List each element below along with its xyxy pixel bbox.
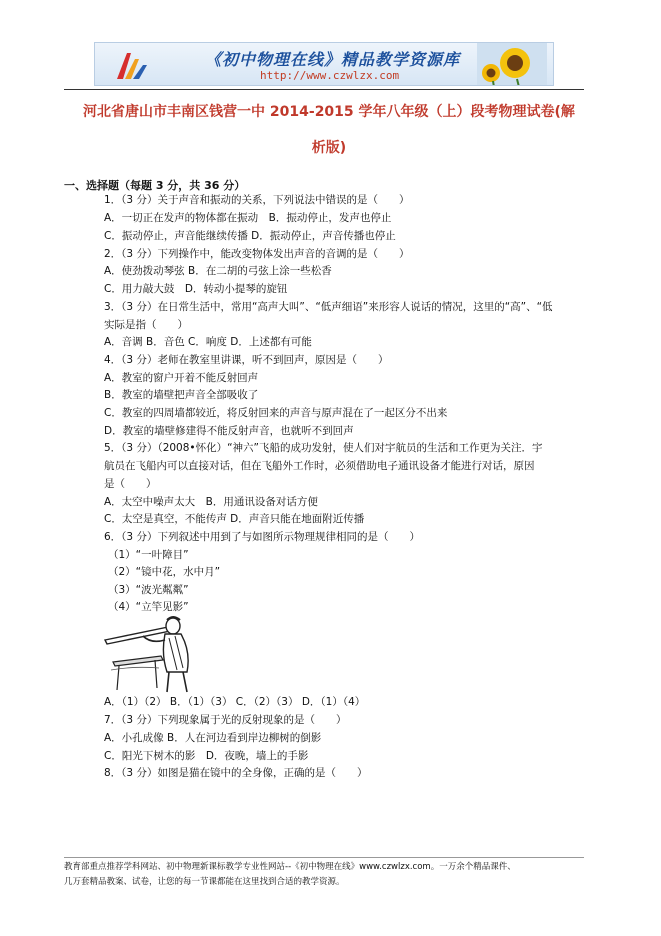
footer-rule	[64, 857, 584, 858]
question-line: 7．（3 分）下列现象属于光的反射现象的是（ ）	[104, 714, 347, 726]
page-footer	[64, 860, 604, 890]
question-line: A．音调 B．音色 C．响度 D．上述都有可能	[104, 336, 312, 348]
question-line: A．小孔成像 B．人在河边看到岸边柳树的倒影	[104, 732, 322, 744]
question-line: 5．（3 分）（2008•怀化）“神六”飞船的成功发射，使人们对宇航员的生活和工作更为关注．宇	[104, 442, 543, 454]
banner-url[interactable]: http://www.czwlzx.com	[260, 69, 400, 82]
footer-line-2: 几万套精品教案、试卷，让您的每一节课都能在这里找到合适的教学资源。	[64, 877, 345, 887]
figure-man-sighting-plank	[103, 610, 199, 694]
site-logo-icon	[113, 47, 149, 83]
question-line: 实际是指（ ）	[104, 319, 188, 331]
question-line: C．阳光下树木的影 D．夜晚，墙上的手影	[104, 750, 309, 762]
question-line: 8．（3 分）如图是猫在镜中的全身像，正确的是（ ）	[104, 767, 368, 779]
question-line: A．一切正在发声的物体都在振动 B．振动停止，发声也停止	[104, 212, 392, 224]
question-line: 4．（3 分）老师在教室里讲课，听不到回声，原因是（ ）	[104, 354, 389, 366]
question-line: A．教室的窗户开着不能反射回声	[104, 372, 259, 384]
question-line: D．教室的墙壁修建得不能反射声音，也就听不到回声	[104, 425, 354, 437]
question-line: （4）“立竿见影”	[108, 601, 189, 613]
page-title	[64, 97, 594, 163]
footer-line-1: 教育部重点推荐学科网站、初中物理新课标教学专业性网站--《初中物理在线》www.czwlzx.com。一万余个精品课件、	[64, 862, 516, 872]
header-banner	[94, 42, 554, 86]
question-line: C．太空是真空，不能传声 D．声音只能在地面附近传播	[104, 513, 365, 525]
question-line: 3．（3 分）在日常生活中，常用“高声大叫”、“低声细语”来形容人说话的情况，这里的“高”、“低	[104, 301, 553, 313]
question-line: A．使劲拨动琴弦 B．在二胡的弓弦上涂一些松香	[104, 265, 332, 277]
question-line: 是（ ）	[104, 478, 157, 490]
sunflower-icon	[477, 43, 547, 86]
question-line: 6．（3 分）下列叙述中用到了与如图所示物理规律相同的是（ ）	[104, 531, 420, 543]
title-line-2: 析版)	[311, 140, 347, 156]
question-line: C．教室的四周墙都较近，将反射回来的声音与原声混在了一起区分不出来	[104, 407, 448, 419]
banner-title: 《初中物理在线》精品教学资源库	[205, 50, 461, 69]
header-rule	[64, 89, 584, 90]
question-line: 1．（3 分）关于声音和振动的关系，下列说法中错误的是（ ）	[104, 194, 410, 206]
question-line: 2．（3 分）下列操作中，能改变物体发出声音的音调的是（ ）	[104, 248, 410, 260]
section-heading: 一、选择题（每题 3 分，共 36 分）	[64, 179, 246, 192]
question-line: （2）“镜中花，水中月”	[108, 566, 221, 578]
question-line: C．振动停止，声音能继续传播 D．振动停止，声音传播也停止	[104, 230, 396, 242]
question-line: A．（1）（2） B．（1）（3） C．（2）（3） D．（1）（4）	[104, 696, 366, 708]
question-line: C．用力敲大鼓 D．转动小提琴的旋钮	[104, 283, 288, 295]
question-line: A．太空中噪声太大 B．用通讯设备对话方便	[104, 496, 318, 508]
question-line: 航员在飞船内可以直接对话，但在飞船外工作时，必须借助电子通讯设备才能进行对话，原因	[104, 460, 535, 472]
question-line: B．教室的墙壁把声音全部吸收了	[104, 389, 259, 401]
question-line: （3）“波光粼粼”	[108, 584, 189, 596]
title-line-1: 河北省唐山市丰南区钱营一中 2014-2015 学年八年级（上）段考物理试卷(解	[83, 104, 575, 120]
question-line: （1）“一叶障目”	[108, 549, 189, 561]
